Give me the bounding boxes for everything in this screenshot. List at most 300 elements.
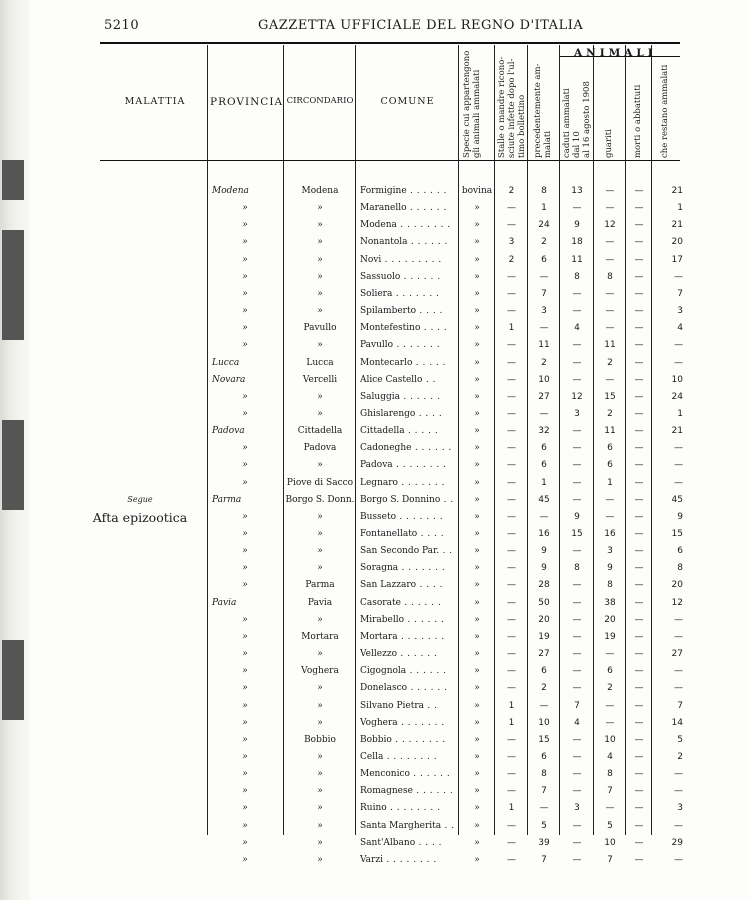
cell-caduti: — xyxy=(572,443,582,454)
leader-dots: . . . . xyxy=(415,837,443,848)
cell-comune: Formigine . . . . . . xyxy=(360,186,447,196)
cell-comune: San Secondo Par. . . xyxy=(360,546,453,557)
leader-dots: . . . . . . . . xyxy=(386,803,441,814)
cell-provincia: » xyxy=(242,460,248,471)
cell-provincia: » xyxy=(242,854,248,865)
cell-comune: Vellezzo . . . . . . xyxy=(360,649,438,660)
cell-morti: — xyxy=(634,374,644,385)
cell-morti: — xyxy=(634,683,644,694)
cell-guariti: 19 xyxy=(604,631,616,642)
cell-stalle: — xyxy=(507,563,516,574)
cell-comune: Donelasco . . . . . . xyxy=(360,683,448,694)
cell-precedenti: 39 xyxy=(538,837,550,848)
cell-provincia: » xyxy=(242,220,248,231)
cell-caduti: — xyxy=(572,477,582,488)
cell-morti: — xyxy=(634,769,644,780)
cell-comune: Mortara . . . . . . . xyxy=(360,631,445,642)
cell-morti: — xyxy=(634,837,644,848)
cell-circondario: » xyxy=(317,854,323,865)
cell-restano: — xyxy=(674,631,683,642)
leader-dots: . . . . . . . xyxy=(392,288,440,299)
cell-specie: » xyxy=(474,769,480,780)
cell-circondario: Pavullo xyxy=(303,323,337,334)
cell-stalle: 1 xyxy=(508,323,515,334)
cell-stalle: — xyxy=(507,391,516,402)
cell-caduti: — xyxy=(572,820,582,831)
cell-restano: — xyxy=(674,614,683,625)
cell-guariti: — xyxy=(605,494,615,505)
leader-dots: . . . . . . . xyxy=(393,340,441,351)
cell-stalle: — xyxy=(507,786,516,797)
cell-precedenti: 2 xyxy=(541,683,547,694)
cell-guariti: 2 xyxy=(607,357,613,368)
cell-comune: Busseto . . . . . . . xyxy=(360,511,444,522)
cell-morti: — xyxy=(634,751,644,762)
cell-caduti: 9 xyxy=(574,220,580,231)
cell-stalle: — xyxy=(507,649,516,660)
cell-guariti: 6 xyxy=(607,460,613,471)
cell-morti: — xyxy=(634,546,644,557)
cell-stalle: — xyxy=(507,614,516,625)
cell-provincia: Novara xyxy=(212,374,246,385)
cell-specie: » xyxy=(474,494,480,505)
cell-precedenti: 2 xyxy=(541,357,547,368)
leader-dots: . . . . . xyxy=(404,426,439,437)
cell-precedenti: 32 xyxy=(538,426,550,437)
leader-dots: . . . . xyxy=(416,580,443,591)
cell-circondario: » xyxy=(317,683,323,694)
cell-circondario: » xyxy=(317,408,323,419)
cell-guariti: — xyxy=(605,203,615,214)
cell-specie: » xyxy=(474,220,480,231)
cell-restano: — xyxy=(674,357,683,368)
cell-morti: — xyxy=(634,786,644,797)
disease-label xyxy=(80,495,200,525)
cell-comune: Soragna . . . . . . . xyxy=(360,563,446,574)
leader-dots: . . . . . . xyxy=(396,649,438,660)
cell-restano: 20 xyxy=(671,580,683,591)
cell-specie: » xyxy=(474,477,480,488)
cell-precedenti: 27 xyxy=(538,391,550,402)
cell-restano: 21 xyxy=(671,220,683,231)
cell-circondario: Voghera xyxy=(301,666,339,677)
cell-restano: 6 xyxy=(677,546,683,557)
cell-specie: » xyxy=(474,357,480,368)
cell-comune: Romagnese . . . . . . xyxy=(360,786,454,797)
cell-restano: 2 xyxy=(677,751,683,762)
cell-guariti: 20 xyxy=(604,614,616,625)
cell-morti: — xyxy=(634,391,644,402)
cell-restano: 1 xyxy=(677,203,683,214)
cell-restano: 24 xyxy=(671,391,683,402)
cell-precedenti: 1 xyxy=(541,477,547,488)
cell-circondario: Parma xyxy=(305,580,335,591)
cell-comune: Soliera . . . . . . . xyxy=(360,288,440,299)
cell-restano: 20 xyxy=(671,237,683,248)
cell-circondario: Vercelli xyxy=(302,374,338,385)
cell-caduti: 8 xyxy=(574,563,580,574)
cell-guariti: — xyxy=(605,323,615,334)
cell-morti: — xyxy=(634,306,644,317)
leader-dots: . . . . . . xyxy=(404,614,445,625)
cell-morti: — xyxy=(634,614,644,625)
cell-precedenti: — xyxy=(539,511,549,522)
scan-mark xyxy=(2,640,24,720)
cell-provincia: » xyxy=(242,477,248,488)
cell-circondario: » xyxy=(317,288,323,299)
cell-caduti: 15 xyxy=(571,529,583,539)
cell-specie: » xyxy=(474,666,480,677)
cell-comune: Legnaro . . . . . . . xyxy=(360,477,446,488)
leader-dots: . . xyxy=(439,546,453,557)
cell-guariti: 10 xyxy=(604,837,616,848)
cell-provincia: » xyxy=(242,734,248,745)
header-precedentemente: precedentemente am- malati xyxy=(533,63,553,158)
cell-stalle: 2 xyxy=(508,186,515,196)
cell-stalle: 1 xyxy=(508,803,515,814)
cell-stalle: — xyxy=(507,460,516,471)
cell-specie: » xyxy=(474,837,480,848)
cell-precedenti: — xyxy=(539,271,549,282)
cell-specie: » xyxy=(474,803,480,814)
leader-dots: . . . . . . . xyxy=(397,717,445,728)
cell-morti: — xyxy=(634,220,644,231)
cell-circondario: Borgo S. Donn. xyxy=(285,494,355,505)
cell-provincia: » xyxy=(242,631,248,642)
cell-restano: 14 xyxy=(671,717,683,728)
cell-restano: 10 xyxy=(671,374,683,385)
cell-specie: » xyxy=(474,700,480,711)
cell-provincia: Parma xyxy=(212,494,242,505)
cell-stalle: 1 xyxy=(508,717,515,728)
cell-stalle: — xyxy=(507,837,516,848)
cell-guariti: 1 xyxy=(607,477,613,488)
cell-guariti: — xyxy=(605,717,615,728)
cell-guariti: — xyxy=(605,306,615,317)
cell-stalle: — xyxy=(507,408,516,419)
cell-comune: Menconico . . . . . . xyxy=(360,769,451,780)
cell-comune: Saluggia . . . . . . xyxy=(360,391,441,402)
cell-comune: Cigognola . . . . . . xyxy=(360,666,447,677)
cell-caduti: — xyxy=(572,580,582,591)
cell-caduti: 4 xyxy=(574,717,580,728)
cell-precedenti: 19 xyxy=(538,631,550,642)
cell-provincia: » xyxy=(242,237,248,248)
cell-circondario: Bobbio xyxy=(304,734,336,745)
cell-stalle: — xyxy=(507,374,516,385)
cell-precedenti: 15 xyxy=(538,734,550,745)
header-specie: Specie cui appartengono gli animali ammalati xyxy=(462,50,482,158)
cell-morti: — xyxy=(634,631,644,642)
cell-provincia: » xyxy=(242,254,248,265)
cell-morti: — xyxy=(634,460,644,471)
cell-guariti: 6 xyxy=(607,443,613,454)
leader-dots: . . . . xyxy=(416,306,443,317)
cell-specie: » xyxy=(474,597,480,608)
cell-caduti: — xyxy=(572,854,582,865)
cell-caduti: 3 xyxy=(574,408,580,419)
cell-morti: — xyxy=(634,288,644,299)
cell-specie: » xyxy=(474,854,480,865)
cell-provincia: » xyxy=(242,529,248,539)
cell-comune: Mirabello . . . . . . xyxy=(360,614,445,625)
cell-specie: » xyxy=(474,786,480,797)
cell-specie: » xyxy=(474,237,480,248)
cell-morti: — xyxy=(634,443,644,454)
cell-comune: Santa Margherita . . xyxy=(360,820,455,831)
cell-specie: » xyxy=(474,460,480,471)
cell-provincia: » xyxy=(242,649,248,660)
cell-specie: » xyxy=(474,649,480,660)
leader-dots: . . . . . . . . . xyxy=(381,254,442,265)
cell-guariti: 12 xyxy=(604,220,616,231)
cell-guariti: 5 xyxy=(607,820,613,831)
cell-precedenti: 6 xyxy=(541,254,547,265)
cell-circondario: Padova xyxy=(303,443,337,454)
cell-caduti: — xyxy=(572,734,582,745)
cell-precedenti: 6 xyxy=(541,666,547,677)
col-divider xyxy=(207,45,208,835)
cell-precedenti: 2 xyxy=(541,237,547,248)
cell-provincia: » xyxy=(242,683,248,694)
cell-provincia: » xyxy=(242,443,248,454)
cell-provincia: » xyxy=(242,546,248,557)
cell-comune: Cella . . . . . . . . xyxy=(360,751,438,762)
cell-restano: — xyxy=(674,666,683,677)
cell-guariti: — xyxy=(605,237,615,248)
cell-caduti: — xyxy=(572,357,582,368)
cell-precedenti: 8 xyxy=(541,186,547,196)
cell-circondario: » xyxy=(317,271,323,282)
cell-specie: » xyxy=(474,820,480,831)
cell-morti: — xyxy=(634,803,644,814)
cell-morti: — xyxy=(634,254,644,265)
cell-morti: — xyxy=(634,271,644,282)
cell-stalle: — xyxy=(507,666,516,677)
leader-dots: . . . . . . . . xyxy=(383,751,438,762)
cell-caduti: — xyxy=(572,751,582,762)
cell-morti: — xyxy=(634,203,644,214)
cell-precedenti: 11 xyxy=(538,340,550,351)
cell-comune: Ghislarengo . . . . xyxy=(360,408,443,419)
leader-dots: . . . . . . xyxy=(409,769,451,780)
cell-morti: — xyxy=(634,580,644,591)
cell-provincia: Modena xyxy=(212,186,249,196)
cell-stalle: — xyxy=(507,546,516,557)
cell-provincia: Pavia xyxy=(212,597,237,608)
cell-specie: » xyxy=(474,683,480,694)
cell-restano: 3 xyxy=(677,803,683,814)
cell-precedenti: — xyxy=(539,803,549,814)
cell-specie: » xyxy=(474,323,480,334)
cell-specie: » xyxy=(474,614,480,625)
cell-precedenti: 28 xyxy=(538,580,550,591)
cell-comune: Sassuolo . . . . . . xyxy=(360,271,441,282)
disease-name: Afta epizootica xyxy=(92,510,188,525)
cell-stalle: — xyxy=(507,511,516,522)
cell-specie: » xyxy=(474,288,480,299)
gazette-title: GAZZETTA UFFICIALE DEL REGNO D'ITALIA xyxy=(258,18,584,33)
scan-mark xyxy=(2,160,24,200)
cell-provincia: » xyxy=(242,288,248,299)
cell-precedenti: 20 xyxy=(538,614,550,625)
header-stalle: Stalle o mandre ricono- sciute infette dopo l'ul- timo bollettino xyxy=(497,56,527,158)
cell-specie: » xyxy=(474,734,480,745)
cell-morti: — xyxy=(634,186,644,196)
cell-circondario: Cittadella xyxy=(297,426,343,437)
cell-provincia: » xyxy=(242,408,248,419)
cell-caduti: 12 xyxy=(571,391,583,402)
cell-precedenti: 5 xyxy=(541,820,547,831)
cell-comune: Fontanellato . . . . xyxy=(360,529,445,539)
cell-caduti: 4 xyxy=(574,323,580,334)
cell-comune: Alice Castello . . xyxy=(360,374,436,385)
cell-caduti: — xyxy=(572,631,582,642)
cell-specie: » xyxy=(474,254,480,265)
cell-provincia: » xyxy=(242,323,248,334)
cell-provincia: » xyxy=(242,391,248,402)
cell-specie: » xyxy=(474,717,480,728)
col-divider xyxy=(559,45,560,835)
header-malattia: MALATTIA xyxy=(124,96,186,107)
cell-stalle: — xyxy=(507,631,516,642)
leader-dots: . . . . . . . xyxy=(398,563,446,574)
cell-restano: 5 xyxy=(677,734,683,745)
cell-stalle: — xyxy=(507,769,516,780)
cell-stalle: — xyxy=(507,477,516,488)
cell-stalle: — xyxy=(507,426,516,437)
cell-restano: — xyxy=(674,820,683,831)
cell-stalle: — xyxy=(507,597,516,608)
header-circondario: CIRCONDARIO xyxy=(286,96,354,106)
cell-provincia: » xyxy=(242,511,248,522)
cell-circondario: Mortara xyxy=(301,631,339,642)
cell-guariti: 11 xyxy=(604,340,616,351)
leader-dots: . . . . . . . xyxy=(397,477,446,488)
cell-guariti: 9 xyxy=(607,563,613,574)
cell-restano: 9 xyxy=(677,511,683,522)
cell-guariti: 16 xyxy=(604,529,616,539)
cell-guariti: — xyxy=(605,649,615,660)
leader-dots: . . . . . . xyxy=(406,203,447,214)
cell-restano: 12 xyxy=(671,597,683,608)
cell-provincia: » xyxy=(242,666,248,677)
cell-guariti: 15 xyxy=(604,391,616,402)
cell-comune: Silvano Pietra . . xyxy=(360,700,438,711)
cell-guariti: 3 xyxy=(607,546,613,557)
cell-provincia: » xyxy=(242,803,248,814)
cell-stalle: — xyxy=(507,271,516,282)
col-divider xyxy=(494,45,495,835)
cell-caduti: 8 xyxy=(574,271,580,282)
cell-comune: Cadoneghe . . . . . . xyxy=(360,443,452,454)
cell-restano: 21 xyxy=(671,426,683,437)
cell-stalle: — xyxy=(507,306,516,317)
cell-caduti: — xyxy=(572,288,582,299)
cell-stalle: — xyxy=(507,751,516,762)
cell-restano: 1 xyxy=(677,408,683,419)
cell-circondario: Piove di Sacco xyxy=(286,477,354,488)
cell-restano: — xyxy=(674,769,683,780)
cell-precedenti: 6 xyxy=(541,460,547,471)
cell-stalle: — xyxy=(507,288,516,299)
leader-dots: . . . . xyxy=(417,529,445,539)
cell-caduti: — xyxy=(572,597,582,608)
cell-caduti: — xyxy=(572,683,582,694)
cell-circondario: Modena xyxy=(301,186,339,196)
cell-precedenti: 3 xyxy=(541,306,547,317)
cell-precedenti: 10 xyxy=(538,717,550,728)
cell-comune: Ruino . . . . . . . . xyxy=(360,803,441,814)
cell-restano: 29 xyxy=(671,837,683,848)
leader-dots: . . . . . . . . xyxy=(396,220,451,231)
top-rule xyxy=(100,42,680,44)
page-number: 5210 xyxy=(104,18,140,33)
cell-morti: — xyxy=(634,563,644,574)
cell-precedenti: 45 xyxy=(538,494,550,505)
cell-comune: Nonantola . . . . . . xyxy=(360,237,448,248)
cell-specie: » xyxy=(474,563,480,574)
cell-precedenti: 6 xyxy=(541,443,547,454)
cell-comune: Maranello . . . . . . xyxy=(360,203,447,214)
cell-caduti: — xyxy=(572,374,582,385)
cell-specie: » xyxy=(474,751,480,762)
cell-stalle: — xyxy=(507,529,516,539)
cell-caduti: 7 xyxy=(574,700,580,711)
cell-caduti: 18 xyxy=(571,237,583,248)
cell-specie: » xyxy=(474,391,480,402)
cell-specie: » xyxy=(474,426,480,437)
cell-caduti: — xyxy=(572,614,582,625)
cell-provincia: » xyxy=(242,614,248,625)
cell-circondario: » xyxy=(317,460,323,471)
cell-restano: — xyxy=(674,443,683,454)
cell-comune: Bobbio . . . . . . . . xyxy=(360,734,446,745)
cell-provincia: » xyxy=(242,580,248,591)
cell-restano: 45 xyxy=(671,494,683,505)
col-divider xyxy=(625,45,626,835)
cell-specie: » xyxy=(474,203,480,214)
cell-guariti: — xyxy=(605,186,615,196)
cell-guariti: — xyxy=(605,700,615,711)
cell-comune: Novi . . . . . . . . . xyxy=(360,254,442,265)
cell-circondario: » xyxy=(317,306,323,317)
cell-guariti: 38 xyxy=(604,597,616,608)
cell-guariti: 7 xyxy=(607,786,613,797)
cell-morti: — xyxy=(634,477,644,488)
cell-provincia: » xyxy=(242,203,248,214)
cell-stalle: — xyxy=(507,220,516,231)
cell-guariti: 7 xyxy=(607,854,613,865)
col-divider xyxy=(527,45,528,835)
cell-caduti: 11 xyxy=(571,254,583,265)
col-divider xyxy=(593,45,594,835)
cell-restano: 21 xyxy=(671,186,683,196)
cell-morti: — xyxy=(634,340,644,351)
cell-restano: 3 xyxy=(677,306,683,317)
leader-dots: . . . . . . xyxy=(406,666,447,677)
cell-circondario: » xyxy=(317,769,323,780)
cell-provincia: » xyxy=(242,563,248,574)
cell-morti: — xyxy=(634,494,644,505)
cell-circondario: » xyxy=(317,340,323,351)
cell-caduti: 3 xyxy=(574,803,580,814)
leader-dots: . . xyxy=(440,494,454,505)
cell-morti: — xyxy=(634,666,644,677)
leader-dots: . . . . . . xyxy=(407,683,448,694)
cell-precedenti: 10 xyxy=(538,374,550,385)
cell-caduti: — xyxy=(572,837,582,848)
